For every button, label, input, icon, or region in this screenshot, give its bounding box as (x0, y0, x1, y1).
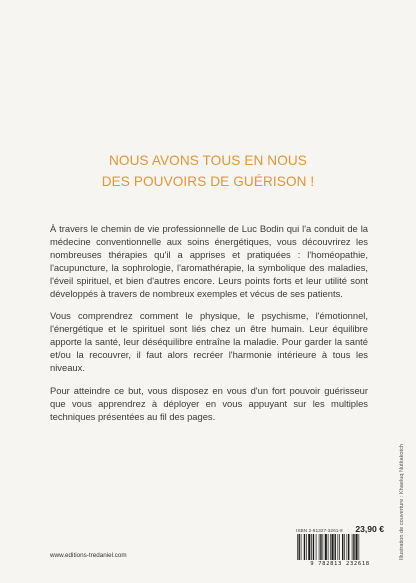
barcode-bar (299, 534, 300, 560)
barcode-bar (332, 534, 334, 560)
barcode-bar (330, 534, 331, 560)
barcode-bar (352, 534, 353, 560)
barcode-bar (311, 534, 312, 560)
barcode-bar (297, 534, 298, 560)
barcode-bar (342, 534, 343, 560)
barcode-bar (301, 534, 302, 560)
isbn-number: ISBN 2-81327-3261-8 (296, 529, 343, 534)
barcode-bar (325, 534, 327, 560)
barcode (296, 534, 384, 560)
barcode-bar (348, 534, 349, 560)
blurb (50, 223, 368, 424)
price: 23,90 € (355, 524, 384, 534)
isbn-block (296, 524, 384, 567)
barcode-bar (353, 534, 354, 560)
cover-illustration-credit: Illustration de couverture : Khaeluq Nutkakotch (399, 444, 405, 560)
barcode-bar (308, 534, 310, 560)
publisher-website: www.editions-tredaniel.com (50, 552, 127, 559)
barcode-bar (306, 534, 307, 560)
barcode-digits: 9 782813 232618 (310, 561, 370, 567)
blurb-paragraph-3: Pour atteindre ce but, vous disposez en vous d'un fort pouvoir guérisseur que vous apprendrez à déployer en vous appuyant sur les multiples techniques présentées au fil des pages. (50, 384, 368, 422)
barcode-bar (359, 534, 360, 560)
barcode-bar (313, 534, 314, 560)
barcode-bar (338, 534, 339, 560)
blurb-paragraph-1: À travers le chemin de vie professionnelle de Luc Bodin qui l'a conduit de la médecine conventionnelle aux soins énergétiques, vous découvrirez les nombreuses thérapies qu'il a apprises et pratiquées : l'homéopathie, l'acupuncture, la sophrologie, l'aromathérapie, la symbolique des maladies, l'éveil spirituel, et bien d'autres encore. Leurs points forts et leur utilité sont développés à travers de nombreux exemples et vécus de ses patients. (50, 223, 368, 299)
barcode-bar (347, 534, 348, 560)
headline (0, 150, 416, 192)
barcode-bar (339, 534, 340, 560)
barcode-bar (319, 534, 320, 560)
barcode-bar (304, 534, 305, 560)
headline-line-2: DES POUVOIRS DE GUÉRISON ! (101, 174, 315, 189)
blurb-paragraph-2: Vous comprendrez comment le physique, le psychisme, l'émotionnel, l'énergétique et le spirituel sont liés chez un être humain. Leur équilibre apporte la santé, leur déséquilibre entraîne la maladie. Pour garder la santé et/ou la recouvrer, il faut alors recréer l'harmonie intérieure à tous les niveaux. (50, 310, 368, 374)
barcode-bar (344, 534, 345, 560)
barcode-bar (356, 534, 358, 560)
barcode-bar (323, 534, 324, 560)
barcode-bar (335, 534, 336, 560)
barcode-bar (316, 534, 317, 560)
barcode-bar (328, 534, 329, 560)
headline-line-1: NOUS AVONS TOUS EN NOUS (109, 153, 307, 168)
barcode-bar (320, 534, 321, 560)
